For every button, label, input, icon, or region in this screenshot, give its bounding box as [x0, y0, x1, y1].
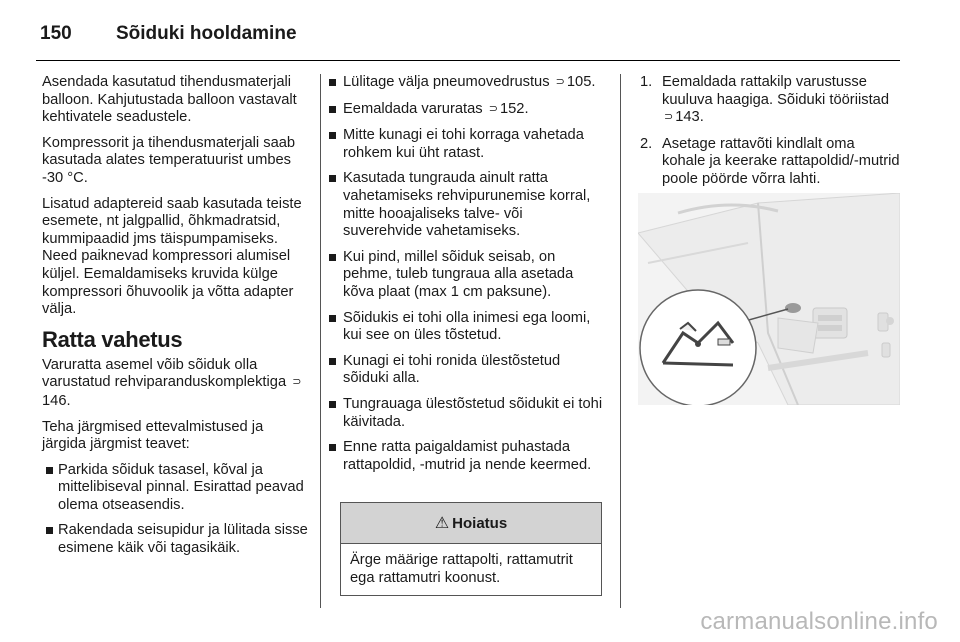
cross-reference-icon: ⊃: [555, 76, 565, 88]
page-reference[interactable]: 152.: [499, 100, 529, 117]
step-item: 2. Asetage rattavõti kindlalt oma kohale ja keerake rattapoldid/-mutrid poole pöörde võrra lahti.: [640, 135, 900, 187]
list-item: Kui pind, millel sõiduk seisab, on pehme, tuleb tungraua alla asetada kõva plaat (max 1 cm paksune).: [328, 249, 604, 302]
paragraph: Teha järgmised ettevalmistused ja järgida järgmist teavet:: [42, 418, 264, 453]
list-item: Sõidukis ei tohi olla inimesi ega loomi, kui see on üles tõstetud.: [328, 310, 604, 345]
paragraph: Lisatud adaptereid saab kasutada teiste esemete, nt jalgpallid, õhkmadratsid, kummipaadid jms täispumpamiseks. Need paiknevad kompressori alumisel küljel. Eemaldamiseks kruvida külge kompressori õhuvoolik ja võtta adapter välja.: [42, 195, 302, 318]
bullet-list: [42, 462, 310, 558]
paragraph: Asendada kasutatud tihendusmaterjali balloon. Kahjutustada balloon vastavalt kehtivatele seadustele.: [42, 74, 297, 126]
paragraph: Varuratta asemel võib sõiduk olla varustatud rehviparanduskomplektiga ⊃146.: [42, 356, 302, 409]
step-number: 1.: [640, 74, 653, 90]
column-divider: [320, 74, 321, 608]
list-item: Enne ratta paigaldamist puhastada rattapoldid, -mutrid ja nende keermed.: [328, 439, 604, 474]
list-item: Kunagi ei tohi ronida ülestõstetud sõiduki alla.: [328, 353, 604, 388]
column-middle: [328, 74, 604, 482]
numbered-list: [640, 74, 902, 189]
list-item: Lülitage välja pneumovedrustus ⊃ 105.: [328, 74, 604, 93]
chapter-title: Sõiduki hooldamine: [116, 23, 297, 44]
list-item: Tungrauaga ülestõstetud sõidukit ei tohi käivitada.: [328, 396, 604, 431]
page-header: [40, 14, 900, 54]
page-reference[interactable]: 146.: [42, 392, 71, 409]
header-rule: [36, 60, 900, 61]
warning-text: Ärge määrige rattapolti, rattamutrit ega rattamutri koonust.: [350, 552, 573, 586]
list-item: Rakendada seisupidur ja lülitada sisse esimene käik või tagasikäik.: [42, 522, 310, 557]
cross-reference-icon: ⊃: [488, 102, 498, 115]
warning-header: [341, 503, 601, 544]
jack-in-trunk-drawing: [638, 193, 900, 405]
step-item: 1. Eemaldada rattakilp varustusse kuuluva haagiga. Sõiduki tööriistad ⊃ 143.: [640, 74, 889, 126]
step-number: 2.: [640, 135, 653, 152]
section-heading: Ratta vahetus: [42, 326, 183, 352]
page-number: 150: [40, 23, 72, 44]
cross-reference-icon: ⊃: [292, 376, 302, 389]
page-reference[interactable]: 143.: [675, 109, 704, 126]
warning-triangle-icon: ⚠: [434, 515, 450, 532]
list-item: Parkida sõiduk tasasel, kõval ja mittelibiseval pinnal. Esirattad peavad olema otseasendis.: [42, 462, 310, 515]
cross-reference-icon: ⊃: [664, 111, 674, 124]
list-item: Eemaldada varuratas ⊃ 152.: [328, 101, 604, 120]
watermark: carmanualsonline.info: [700, 608, 938, 635]
jack-illustration: [638, 193, 900, 405]
bullet-list: [328, 74, 604, 474]
column-divider: [620, 74, 621, 608]
column-left: [42, 74, 310, 566]
list-item: Mitte kunagi ei tohi korraga vahetada rohkem kui üht ratast.: [328, 127, 604, 162]
column-right: [640, 74, 902, 197]
warning-box: [340, 502, 602, 596]
paragraph: Kompressorit ja tihendusmaterjali saab kasutada alates temperatuurist umbes -30 °C.: [42, 134, 296, 186]
page-reference[interactable]: 105.: [566, 74, 596, 90]
list-item: Kasutada tungrauda ainult ratta vahetamiseks rehvipurunemise korral, mitte hooajaliseks talve- või suverehvide vahetamiseks.: [328, 170, 604, 240]
warning-title: Hoiatus: [452, 514, 508, 532]
